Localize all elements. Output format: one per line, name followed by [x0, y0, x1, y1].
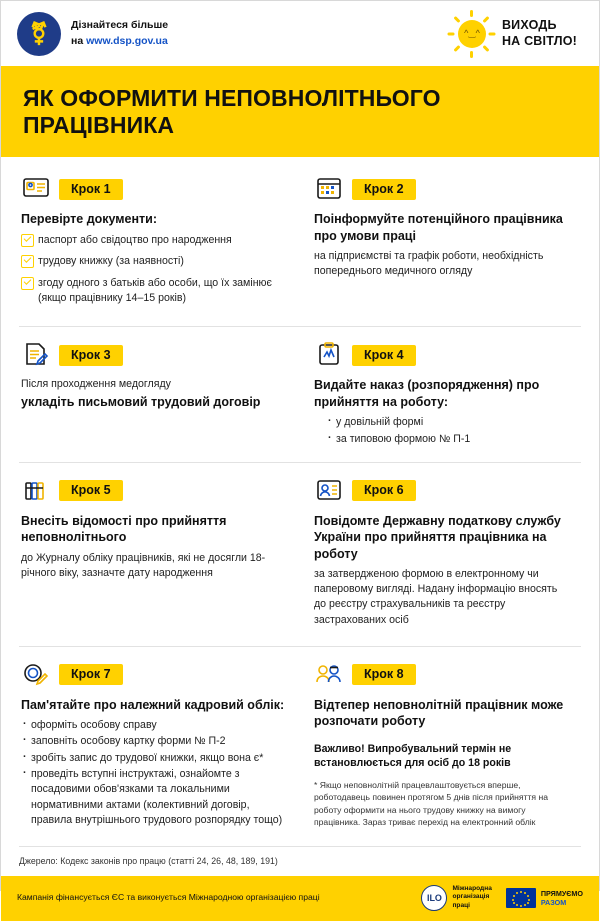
step-8-badge: Крок 8 — [352, 664, 416, 685]
step-6-header — [314, 477, 571, 505]
step-4-badge: Крок 4 — [352, 345, 416, 366]
eu-line-1: ПРЯМУЄМО — [540, 888, 583, 898]
list-item: · зробіть запис до трудової книжки, якщо вона є* — [21, 751, 290, 766]
slogan-line-1: ВИХОДЬ — [501, 17, 557, 32]
header-line-2-prefix: на — [71, 34, 87, 47]
step-7-badge: Крок 7 — [59, 664, 123, 685]
slogan-line-2: НА СВІТЛО! — [501, 33, 577, 48]
steps-row-2 — [19, 327, 581, 463]
step-5-title: Внесіть відомості про прийняття неповнолітнього — [21, 513, 227, 545]
step-4-title: Видайте наказ (розпорядження) про прийняття на роботу: — [314, 378, 540, 409]
smiling-sun-icon: ^‿^ — [448, 10, 496, 58]
list-item: · оформіть особову справу — [21, 718, 290, 733]
step-1-title: Перевірте документи: — [21, 212, 158, 227]
campaign-logo — [448, 10, 583, 58]
step-5-badge: Крок 5 — [59, 480, 123, 501]
list-item: · у довільній формі — [326, 415, 571, 430]
step-1-header — [21, 175, 290, 203]
step-7-list — [21, 718, 290, 829]
source-wrap — [1, 844, 599, 876]
eu-flag-icon — [506, 888, 536, 908]
steps-grid — [1, 157, 599, 843]
step-2-title: Поінформуйте потенційного працівника про умови праці — [314, 212, 563, 243]
step-6 — [300, 463, 581, 646]
header-line-1: Дізнайтеся більше — [71, 19, 169, 32]
step-5-header — [21, 477, 290, 505]
stamp-pen-icon — [21, 661, 51, 689]
step-4 — [300, 327, 581, 462]
step-3-header — [21, 341, 290, 369]
clipboard-chart-icon — [314, 341, 344, 369]
ilo-mark-icon: ILO — [421, 885, 447, 911]
ilo-line-1: Міжнародна — [452, 885, 492, 893]
step-6-title: Повідомте Державну податкову службу України про прийняття працівника на роботу — [314, 513, 561, 561]
header-line-2 — [71, 34, 168, 49]
list-item: · за типовою формою № П-1 — [326, 432, 571, 447]
id-card-icon — [21, 175, 51, 203]
step-1-checklist — [21, 233, 290, 305]
steps-row-1 — [19, 161, 581, 327]
step-3-subtext-top: Після проходження медогляду — [21, 378, 171, 391]
step-1 — [19, 161, 300, 326]
step-7 — [19, 647, 300, 844]
list-item: · проведіть вступні інструктажі, ознайомте з посадовими обов'язками та локальними нормативними актами (колективний договір, правила внутрішнього трудового розпорядку тощо) — [21, 767, 290, 828]
step-1-badge: Крок 1 — [59, 179, 123, 200]
step-4-header — [314, 341, 571, 369]
ukraine-coat-of-arms-icon: ⚧ — [17, 12, 61, 56]
ilo-logo — [421, 885, 491, 911]
step-8-important-note: Важливо! Випробувальний термін не встановлюється для осіб до 18 років — [314, 742, 512, 770]
header-contact-text — [71, 18, 168, 48]
step-5 — [19, 463, 300, 646]
step-2 — [300, 161, 581, 326]
step-2-badge: Крок 2 — [352, 179, 416, 200]
step-6-subtext: за затвердженою формою в електронному чи паперовому вигляді. Надану інформацію вносять до реєстру страхувальників та реєстру застрахованих осіб — [314, 568, 558, 626]
step-3-badge: Крок 3 — [59, 345, 123, 366]
step-6-badge: Крок 6 — [352, 480, 416, 501]
step-3-title: укладіть письмовий трудовий договір — [21, 395, 261, 410]
two-workers-icon — [314, 661, 344, 689]
document-pen-icon — [21, 341, 51, 369]
source-note: Джерело: Кодекс законів про працю (статті 24, 26, 48, 189, 191) — [19, 846, 581, 866]
step-2-header — [314, 175, 571, 203]
step-4-list — [326, 415, 571, 447]
footer-funding-text: Кампанія фінансується ЄС та виконується Міжнародною організацією праці — [17, 891, 320, 902]
folders-icon — [21, 477, 51, 505]
step-8-header — [314, 661, 571, 689]
eu-logo — [506, 888, 583, 908]
steps-row-3 — [19, 463, 581, 647]
step-7-title: Пам'ятайте про належний кадровий облік: — [21, 697, 285, 712]
step-5-subtext: до Журналу обліку працівників, які не досягли 18-річного віку, зазначте дату народження — [21, 551, 266, 579]
ilo-logo-text — [452, 885, 491, 910]
ilo-line-3: праці — [452, 901, 471, 909]
step-8-footnote: * Якщо неповнолітній працевлаштовується вперше, роботодавець повинен протягом 5 днів після прийняття на роботу оформити на нього трудову книжку на вимогу працівника. Зараз триває перехід на електронний облік — [314, 780, 548, 827]
list-item: · заповніть особову картку форми № П-2 — [21, 734, 290, 749]
steps-row-4 — [19, 647, 581, 844]
page-header — [1, 1, 599, 69]
title-bar — [1, 69, 599, 157]
dsp-website-link[interactable]: www.dsp.gov.ua — [86, 34, 168, 47]
calendar-icon — [314, 175, 344, 203]
page-title: ЯК ОФОРМИТИ НЕПОВНОЛІТНЬОГО ПРАЦІВНИКА — [23, 85, 441, 139]
step-8 — [300, 647, 581, 844]
list-item: згоду одного з батьків або особи, що їх замінює (якщо працівнику 14–15 років) — [21, 276, 290, 305]
campaign-slogan — [502, 18, 577, 49]
person-badge-icon — [314, 477, 344, 505]
eu-line-2: РАЗОМ — [540, 897, 567, 907]
step-7-header — [21, 661, 290, 689]
step-2-subtext: на підприємстві та графік роботи, необхідність попереднього медичного огляду — [314, 250, 544, 278]
step-8-title: Відтепер неповнолітній працівник може розпочати роботу — [314, 697, 564, 729]
list-item: паспорт або свідоцтво про народження — [21, 233, 290, 248]
eu-logo-text — [541, 889, 583, 907]
list-item: трудову книжку (за наявності) — [21, 254, 290, 269]
ilo-line-2: організація — [452, 893, 490, 901]
page-footer — [1, 876, 599, 921]
step-3 — [19, 327, 300, 462]
